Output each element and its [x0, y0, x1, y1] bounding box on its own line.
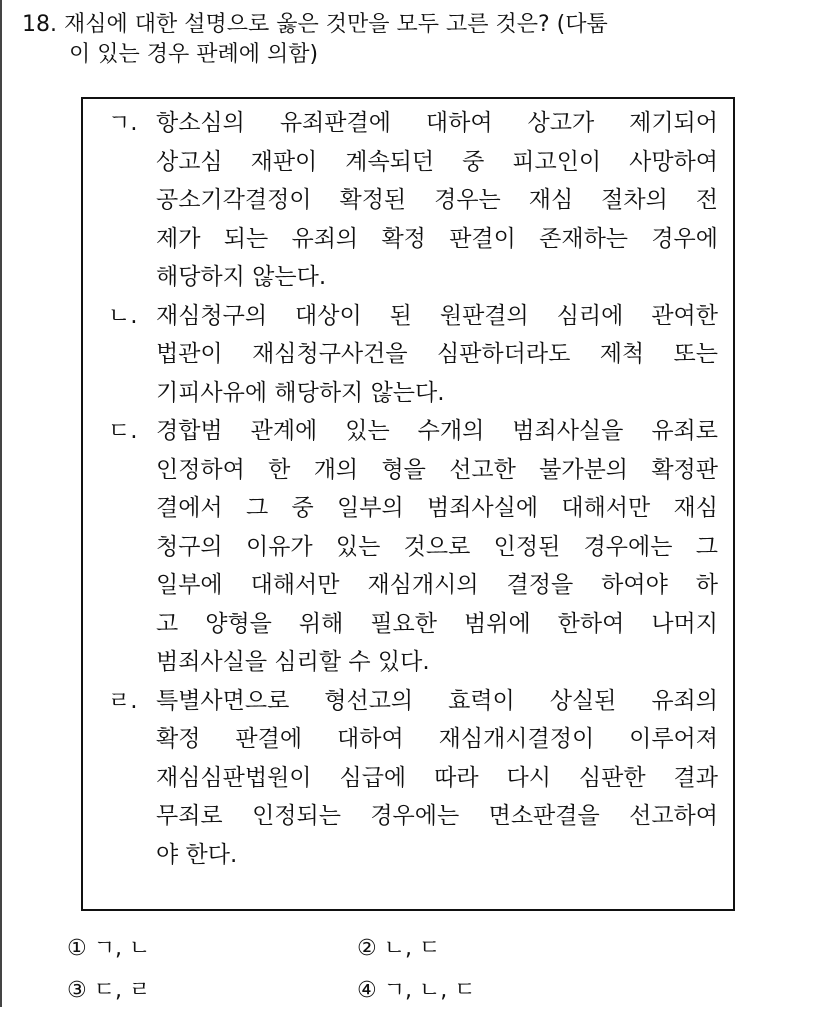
statement-line: 항소심의 유죄판결에 대하여 상고가 제기되어 [156, 110, 718, 136]
statement-line: 제가 되는 유죄의 확정 판결이 존재하는 경우에 [156, 225, 718, 252]
statement-line: 경합범 관계에 있는 수개의 범죄사실을 유죄로 [156, 418, 718, 444]
statement-line: 인정하여 한 개의 형을 선고한 불가분의 확정판 [156, 456, 718, 483]
statement-marker: ㄹ. [108, 687, 138, 714]
option-text: ㄱ, ㄴ, ㄷ [383, 978, 476, 1003]
statement-line: 일부에 대해서만 재심개시의 결정을 하여야 하 [156, 572, 718, 598]
statement-body [156, 412, 718, 682]
statement-body [156, 104, 718, 297]
answer-options [67, 928, 767, 1012]
statement-line: 재심심판법원이 심급에 따라 다시 심판한 결과 [156, 764, 718, 791]
question-stem [22, 10, 812, 70]
statement-line: 확정 판결에 대하여 재심개시결정이 이루어져 [156, 726, 718, 752]
question-number: 18. [22, 12, 57, 37]
statement-line: 재심청구의 대상이 된 원판결의 심리에 관여한 [156, 302, 718, 329]
answer-option-2[interactable] [357, 928, 647, 970]
statement-list [108, 104, 718, 874]
option-text: ㄴ, ㄷ [383, 936, 441, 961]
option-text: ㄱ, ㄴ [93, 936, 151, 961]
option-number: ④ [357, 978, 377, 1003]
left-margin-rule [0, 0, 2, 1007]
statement-item-c [108, 412, 718, 682]
question-text-1: 재심에 대한 설명으로 옳은 것만을 모두 고른 것은? (다툼 [64, 12, 608, 37]
statement-line: 기피사유에 해당하지 않는다. [156, 379, 445, 406]
answer-option-1[interactable] [67, 928, 357, 970]
statement-item-a [108, 104, 718, 297]
statement-marker: ㄱ. [108, 110, 138, 136]
option-text: ㄷ, ㄹ [93, 978, 151, 1003]
statement-line: 범죄사실을 심리할 수 있다. [156, 649, 430, 675]
statement-line: 특별사면으로 형선고의 효력이 상실된 유죄의 [156, 687, 718, 714]
statement-marker: ㄴ. [108, 302, 138, 329]
statement-marker: ㄷ. [108, 418, 138, 444]
statement-line: 상고심 재판이 계속되던 중 피고인이 사망하여 [156, 148, 718, 175]
statement-item-b [108, 297, 718, 413]
statement-line: 고 양형을 위해 필요한 범위에 한하여 나머지 [156, 610, 718, 637]
option-number: ① [67, 936, 87, 961]
option-number: ③ [67, 978, 87, 1003]
statement-line: 무죄로 인정되는 경우에는 면소판결을 선고하여 [156, 803, 718, 829]
statement-line: 법관이 재심청구사건을 심판하더라도 제척 또는 [156, 341, 718, 367]
answer-option-3[interactable] [67, 970, 357, 1012]
statement-line: 해당하지 않는다. [156, 264, 327, 290]
statement-line: 공소기각결정이 확정된 경우는 재심 절차의 전 [156, 187, 718, 213]
statement-line: 야 한다. [156, 841, 238, 868]
statement-item-d [108, 682, 718, 875]
option-number: ② [357, 936, 377, 961]
answer-row [67, 928, 767, 970]
answer-row [67, 970, 767, 1012]
question-line-1 [22, 10, 812, 40]
statement-body [156, 682, 718, 875]
question-line-2: 이 있는 경우 판례에 의함) [69, 42, 319, 67]
statement-line: 결에서 그 중 일부의 범죄사실에 대해서만 재심 [156, 495, 718, 521]
statement-body [156, 297, 718, 413]
answer-option-4[interactable] [357, 970, 647, 1012]
statement-line: 청구의 이유가 있는 것으로 인정된 경우에는 그 [156, 533, 718, 560]
